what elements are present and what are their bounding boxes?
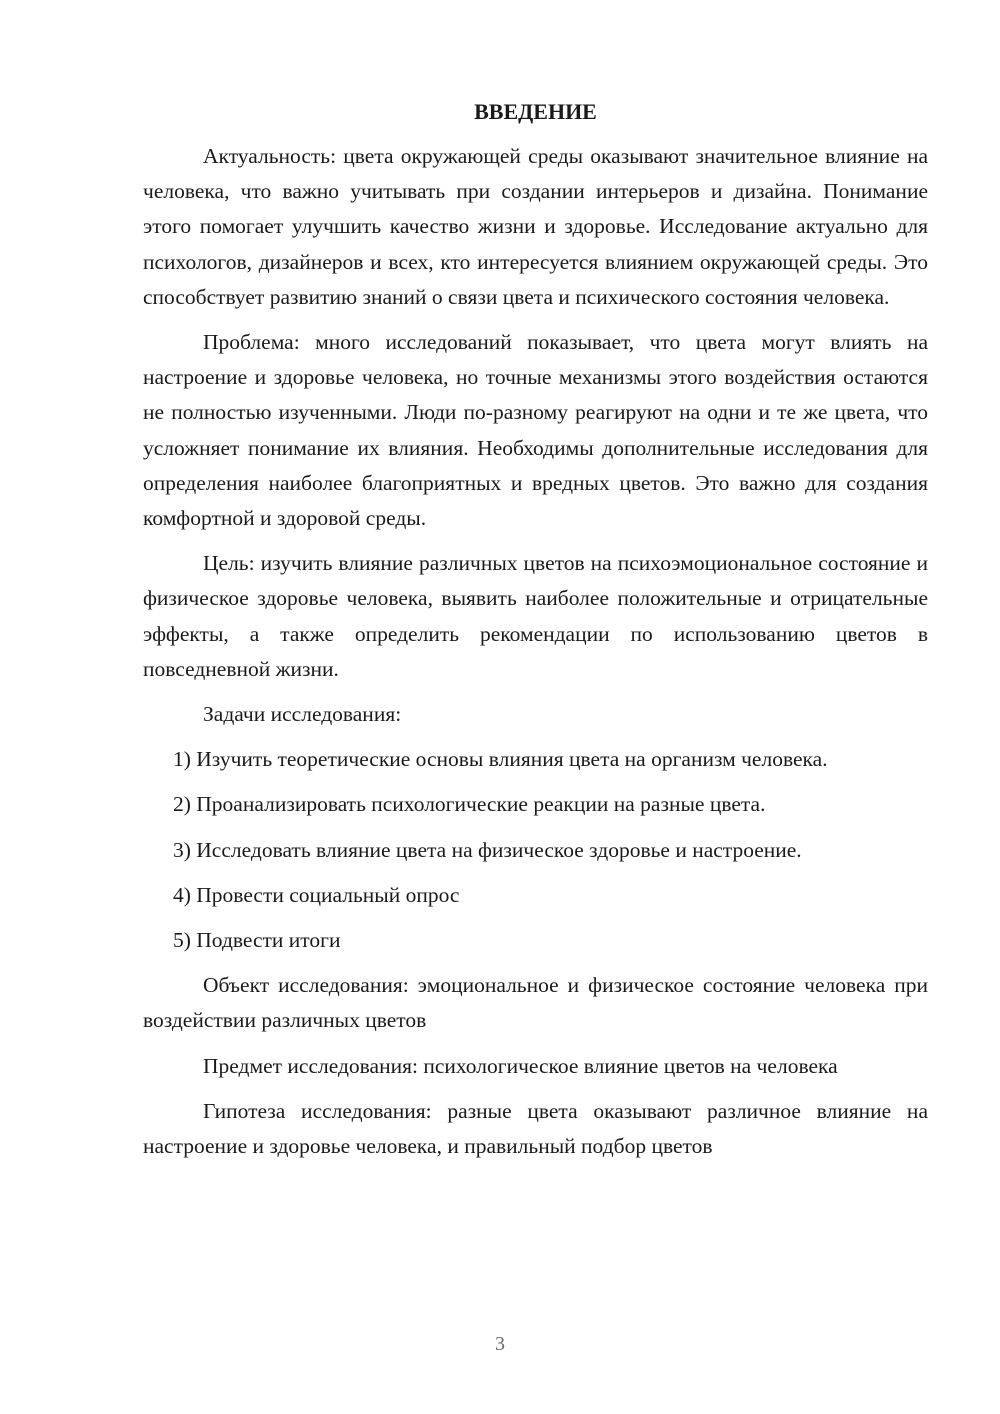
- task-item-5: 5) Подвести итоги: [173, 928, 341, 953]
- page-number: 3: [495, 1333, 505, 1355]
- paragraph-object: Объект исследования: эмоциональное и физическое состояние человека при воздействии различных цветов: [143, 973, 928, 1033]
- paragraph-subject: Предмет исследования: психологическое влияние цветов на человека: [203, 1053, 838, 1078]
- paragraph-hypothesis: Гипотеза исследования: разные цвета оказывают различное влияние на настроение и здоровье человека, и правильный подбор цветов: [143, 1098, 928, 1159]
- paragraph-goal: Цель: изучить влияние различных цветов на психоэмоциональное состояние и физическое здоровье человека, выявить наиболее положительные и отрицательные эффекты, а также определить рекомендации по использованию цветов в повседневной жизни.: [143, 551, 928, 681]
- task-item-3: 3) Исследовать влияние цвета на физическое здоровье и настроение.: [173, 837, 802, 862]
- task-item-2: 2) Проанализировать психологические реакции на разные цвета.: [173, 792, 766, 817]
- page-heading: ВВЕДЕНИЕ: [474, 99, 597, 124]
- paragraph-problem: Проблема: много исследований показывает, что цвета могут влиять на настроение и здоровье человека, но точные механизмы этого воздействия остаются не полностью изученными. Люди по-разному реагируют на одни и те же цвета, что усложняет понимание их влияния. Необходимы дополнительные исследования для определения наиболее благоприятных и вредных цветов. Это важно для создания комфортной и здоровой среды.: [143, 330, 928, 531]
- document-page: [143, 94, 928, 1174]
- task-item-1: 1) Изучить теоретические основы влияния цвета на организм человека.: [173, 747, 828, 772]
- tasks-label: Задачи исследования:: [203, 702, 402, 727]
- task-item-4: 4) Провести социальный опрос: [173, 882, 460, 907]
- paragraph-relevance: Актуальность: цвета окружающей среды оказывают значительное влияние на человека, что важно учитывать при создании интерьеров и дизайна. Понимание этого помогает улучшить качество жизни и здоровье. Исследование актуально для психологов, дизайнеров и всех, кто интересуется влиянием окружающей среды. Это способствует развитию знаний о связи цвета и психического состояния человека.: [143, 144, 928, 309]
